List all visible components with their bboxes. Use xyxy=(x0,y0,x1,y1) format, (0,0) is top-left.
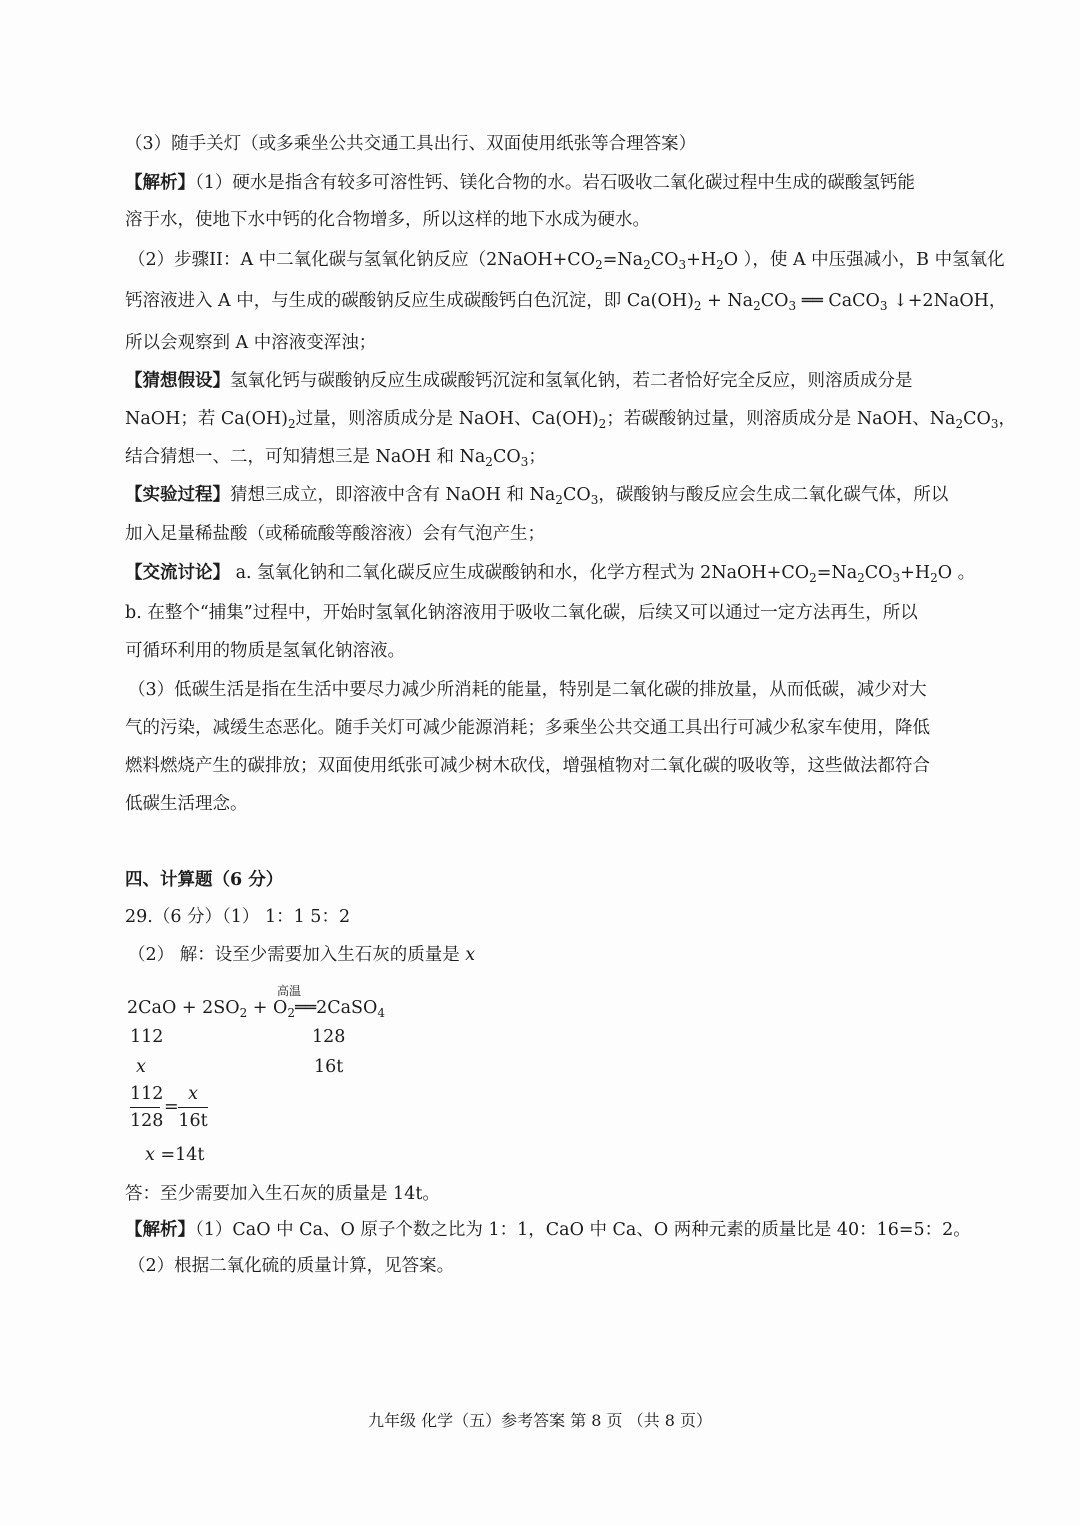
experiment-line1: 【实验过程】猜想三成立，即溶液中含有 NaOH 和 $Na_2CO_3$，碳酸钠与酸反应会生成二氧化碳气体，所以 xyxy=(125,485,949,507)
discussion-b-line1: b. 在整个“捕集”过程中，开始时氢氧化钠溶液用于吸收二氧化碳，后续又可以通过一定方法再生，所以 xyxy=(125,603,918,623)
analysis-2-line2: 钙溶液进入 A 中，与生成的碳酸钠反应生成碳酸钙白色沉淀，即 $Ca(OH)_2 + Na_2CO_3$ ══ CaCO$_3$ ↓+2NaOH， xyxy=(125,291,1007,313)
reaction-condition: 高温 xyxy=(277,984,302,998)
analysis-1-line1: 【解析】（1）硬水是指含有较多可溶性钙、镁化合物的水。岩石吸收二氧化碳过程中生成的碳酸氢钙能 xyxy=(125,173,915,193)
analysis-1-line2: 溶于水，使地下水中钙的化合物增多，所以这样的地下水成为硬水。 xyxy=(125,210,650,230)
question-29-part2: （2） 解：设至少需要加入生石灰的质量是 x xyxy=(128,945,476,965)
hypothesis-tag: 【猜想假设】 xyxy=(125,371,230,391)
proportion-right: x 16t xyxy=(178,1084,208,1131)
proportion-left: 112 128 xyxy=(130,1084,164,1131)
mass-caso4: 128 xyxy=(312,1027,346,1047)
mass-cao: 112 xyxy=(130,1027,164,1047)
answer-3: （3）随手关灯（或多乘坐公共交通工具出行、双面使用纸张等合理答案） xyxy=(125,134,697,154)
analysis-tag: 【解析】 xyxy=(125,1220,195,1240)
discussion-b-line2: 可循环利用的物质是氢氧化钠溶液。 xyxy=(125,641,405,661)
analysis-29-line2: （2）根据二氧化硫的质量计算，见答案。 xyxy=(128,1256,455,1276)
discussion-a: 【交流讨论】 a. 氢氧化钠和二氧化碳反应生成碳酸钠和水，化学方程式为 $2NaOH+CO_2=Na_2CO_3+H_2O$ 。 xyxy=(125,563,976,585)
analysis-2-line1: （2）步骤II：A 中二氧化碳与氢氧化钠反应（$2NaOH+CO_2=Na_2CO_3+H_2O$ ），使 A 中压强减小，B 中氢氧化 xyxy=(128,250,1005,272)
analysis-29-line1: 【解析】（1）CaO 中 Ca、O 原子个数之比为 1：1，CaO 中 Ca、O 两种元素的质量比是 40：16=5：2。 xyxy=(125,1220,971,1240)
hypothesis-line1: 【猜想假设】氢氧化钙与碳酸钠反应生成碳酸钙沉淀和氢氧化钠，若二者恰好完全反应，则溶质成分是 xyxy=(125,371,913,391)
analysis-3-line4: 低碳生活理念。 xyxy=(125,794,248,814)
hypothesis-line2: NaOH；若 $Ca(OH)_2$过量，则溶质成分是 NaOH、$Ca(OH)_2$；若碳酸钠过量，则溶质成分是 NaOH、$Na_2CO_3$， xyxy=(125,409,1017,431)
unknown-x: x xyxy=(136,1057,146,1077)
discussion-tag: 【交流讨论】 xyxy=(125,563,230,583)
analysis-3-line1: （3）低碳生活是指在生活中要尽力减少所消耗的能量，特别是二氧化碳的排放量，从而低碳，减少对大 xyxy=(128,680,927,700)
experiment-line2: 加入足量稀盐酸（或稀硫酸等酸溶液）会有气泡产生； xyxy=(125,524,545,544)
chemical-equation: $2CaO + 2SO_2$ + $O_2══2CaSO_4$ xyxy=(127,998,385,1020)
analysis-3-line3: 燃料燃烧产生的碳排放；双面使用纸张可减少树木砍伐，增强植物对二氧化碳的吸收等，这些做法都符合 xyxy=(125,756,930,776)
solution-result: x =14t xyxy=(145,1145,205,1165)
section-4-heading: 四、计算题（6 分） xyxy=(125,870,284,890)
question-29-part1: 29.（6 分）（1） 1：1 5：2 xyxy=(125,907,351,927)
analysis-tag: 【解析】 xyxy=(125,173,195,193)
experiment-tag: 【实验过程】 xyxy=(125,485,230,505)
analysis-2-line3: 所以会观察到 A 中溶液变浑浊； xyxy=(125,333,377,353)
proportion-equals: = xyxy=(164,1097,179,1117)
analysis-3-line2: 气的污染，减缓生态恶化。随手关灯可减少能源消耗；多乘坐公共交通工具出行可减少私家车使用，降低 xyxy=(125,718,930,738)
hypothesis-line3: 结合猜想一、二，可知猜想三是 NaOH 和 $Na_2CO_3$； xyxy=(125,447,546,469)
final-answer: 答：至少需要加入生石灰的质量是 14t。 xyxy=(125,1184,440,1204)
page-footer: 九年级 化学（五）参考答案 第 8 页 （共 8 页） xyxy=(368,1411,712,1430)
known-16t: 16t xyxy=(314,1057,344,1077)
